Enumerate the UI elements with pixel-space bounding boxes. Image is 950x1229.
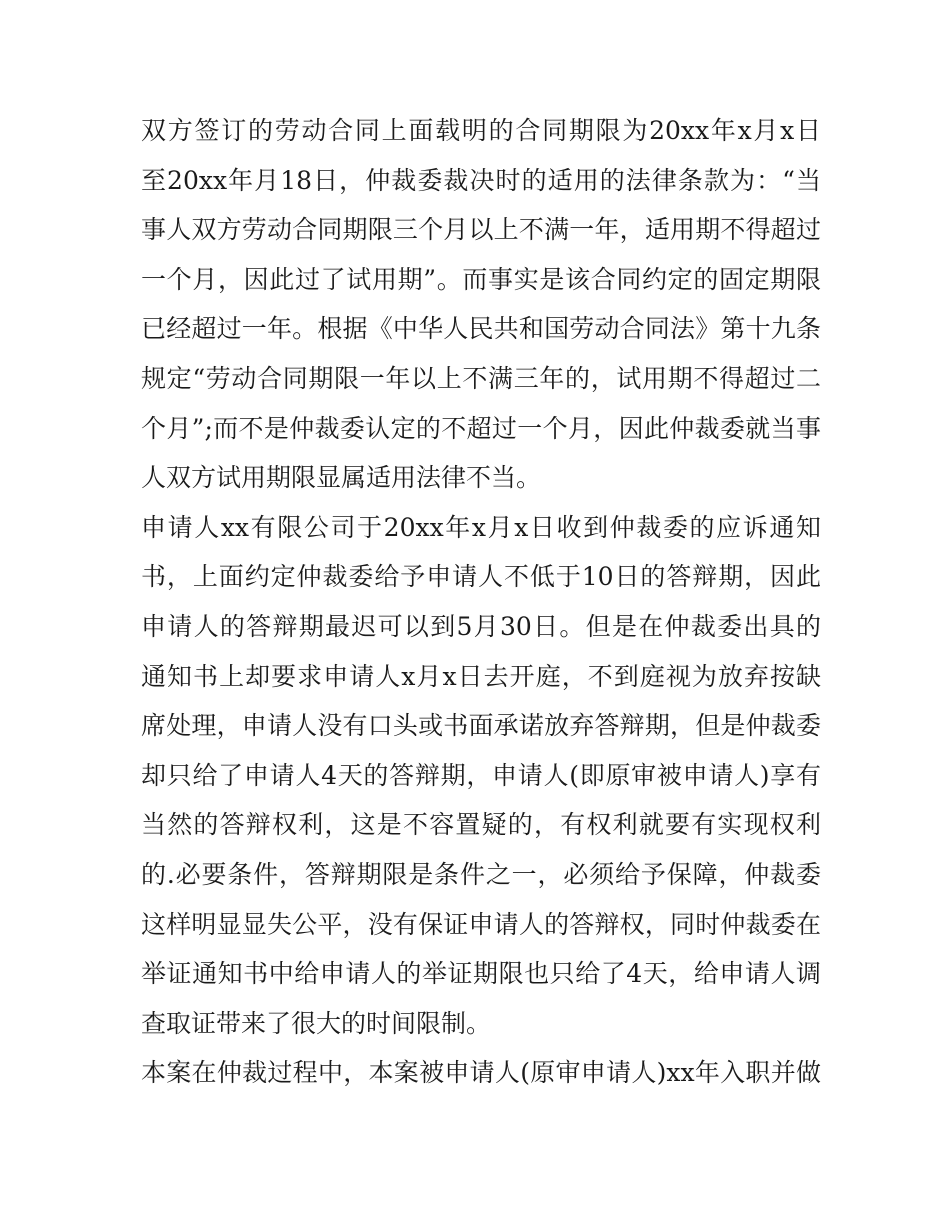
text-line: 却只给了申请人4天的答辩期，申请人(即原审被申请人)享有 <box>141 760 821 790</box>
text-line: 的.必要条件，答辩期限是条件之一，必须给予保障，仲裁委 <box>141 859 821 889</box>
text-line: 当然的答辩权利，这是不容置疑的，有权利就要有实现权利 <box>141 810 821 840</box>
text-line: 申请人xx有限公司于20xx年x月x日收到仲裁委的应诉通知 <box>141 512 821 542</box>
paragraph-1 <box>141 106 821 503</box>
paragraph-2 <box>141 503 821 1049</box>
text-line: 至20xx年月18日，仲裁委裁决时的适用的法律条款为：“当 <box>141 165 821 195</box>
text-line: 书，上面约定仲裁委给予申请人不低于10日的答辩期，因此 <box>141 562 821 592</box>
text-line: 双方签订的劳动合同上面载明的合同期限为20xx年x月x日 <box>141 116 821 145</box>
text-line: 通知书上却要求申请人x月x日去开庭，不到庭视为放弃按缺 <box>141 661 821 691</box>
text-line: 举证通知书中给申请人的举证期限也只给了4天，给申请人调 <box>141 959 821 989</box>
text-line: 规定“劳动合同期限一年以上不满三年的，试用期不得超过二 <box>141 363 821 393</box>
text-line: 一个月，因此过了试用期”。而事实是该合同约定的固定期限 <box>141 264 821 294</box>
paragraph-3 <box>141 1048 821 1098</box>
text-line: 本案在仲裁过程中，本案被申请人(原审申请人)xx年入职并做 <box>141 1058 821 1088</box>
text-line: 查取证带来了很大的时间限制。 <box>141 1008 492 1038</box>
text-line: 席处理，申请人没有口头或书面承诺放弃答辩期，但是仲裁委 <box>141 711 821 741</box>
text-line: 个月”;而不是仲裁委认定的不超过一个月，因此仲裁委就当事 <box>141 413 821 443</box>
text-line: 这样明显显失公平，没有保证申请人的答辩权，同时仲裁委在 <box>141 909 821 939</box>
text-line: 申请人的答辩期最迟可以到5月30日。但是在仲裁委出具的 <box>141 611 821 641</box>
document-body <box>141 106 821 1098</box>
text-line: 事人双方劳动合同期限三个月以上不满一年，适用期不得超过 <box>141 215 821 245</box>
text-line: 已经超过一年。根据《中华人民共和国劳动合同法》第十九条 <box>141 314 821 344</box>
text-line: 人双方试用期限显属适用法律不当。 <box>141 463 542 493</box>
